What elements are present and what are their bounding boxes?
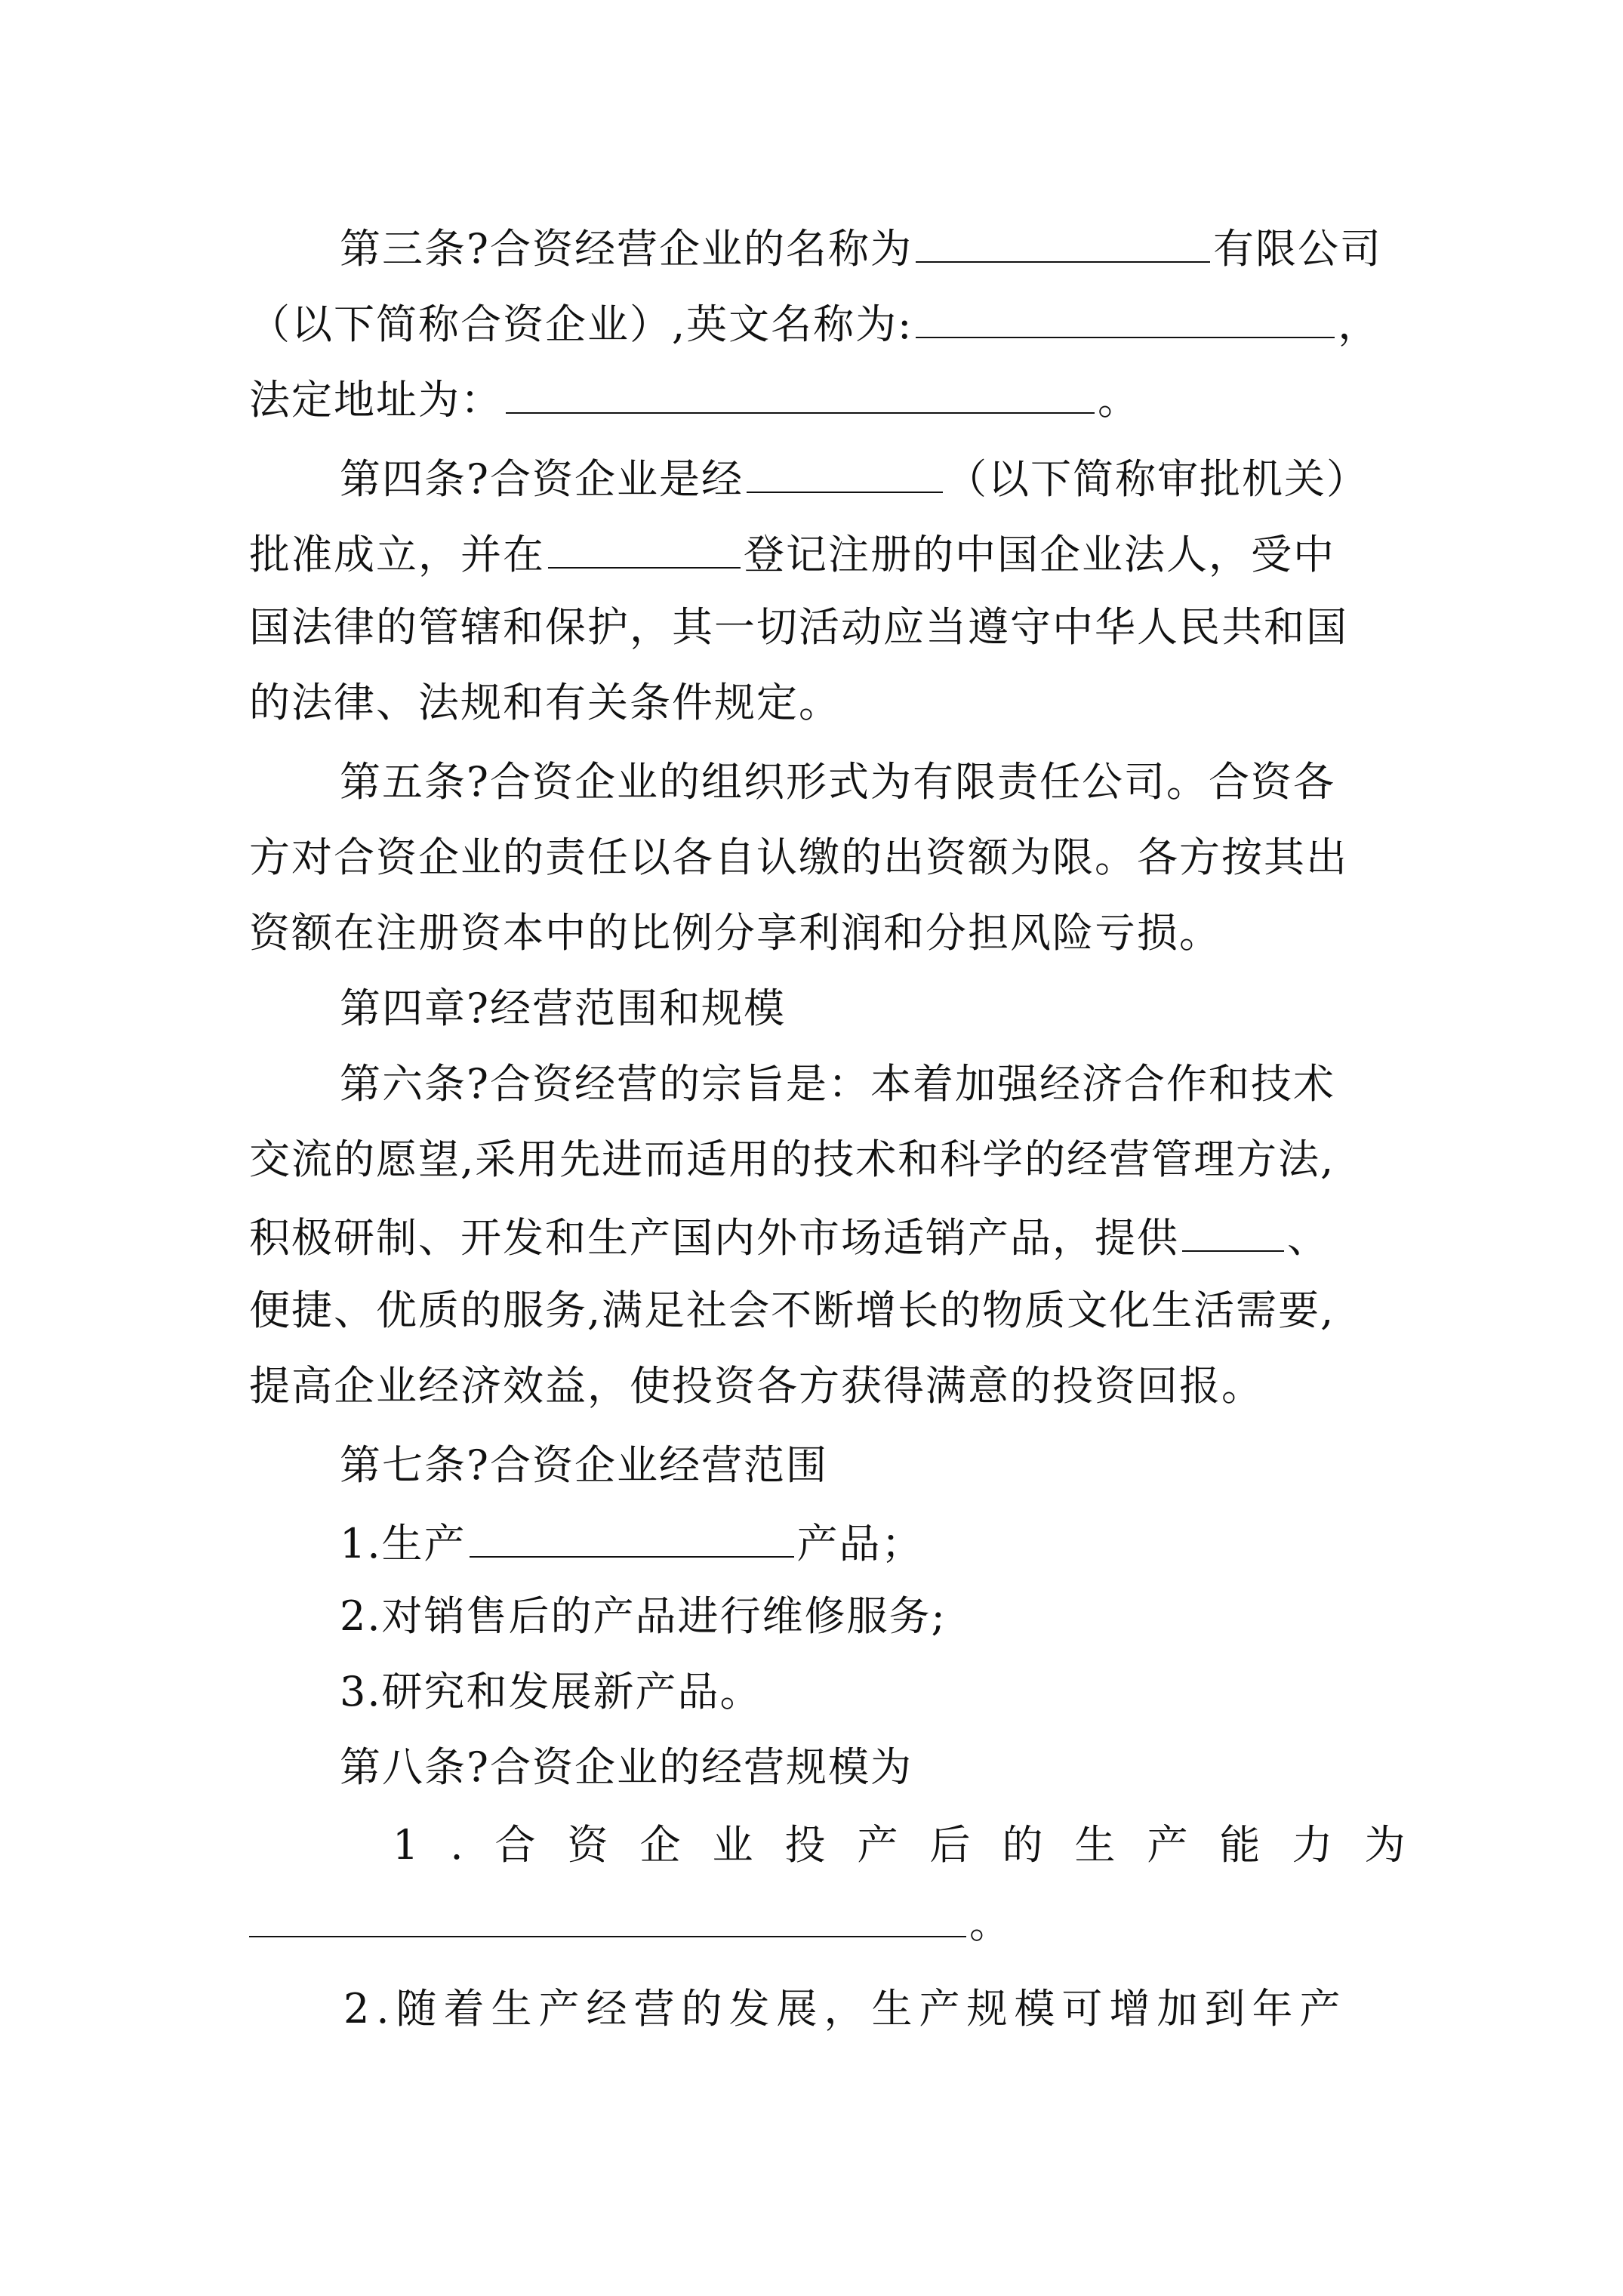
- art7-item3: 3.研究和发展新产品。: [340, 1668, 762, 1715]
- art7-text: 1.生产: [340, 1520, 467, 1567]
- art3-line1: [340, 219, 1472, 273]
- product-blank[interactable]: [470, 1514, 794, 1558]
- art3-text: 第三条?合资经营企业的名称为: [340, 225, 913, 273]
- art4-text: 第四条?合资企业是经: [340, 455, 744, 503]
- art4-line3: 国法律的管辖和保护，其一切活动应当遵守中华人民共和国: [249, 603, 1348, 651]
- art7-item1: [340, 1514, 1472, 1568]
- chapter4-heading: 第四章?经营范围和规模: [340, 985, 786, 1032]
- art6-text: 积极研制、开发和生产国内外市场适销产品，提供: [249, 1214, 1179, 1262]
- art7-title: 第七条?合资企业经营范围: [340, 1441, 828, 1489]
- art6-line5: 提高企业经济效益，使投资各方获得满意的投资回报。: [249, 1362, 1264, 1410]
- art5-line2: 方对合资企业的责任以各自认缴的出资额为限。各方按其出: [249, 834, 1348, 881]
- company-name-blank[interactable]: [916, 219, 1210, 263]
- art6-line4: 便捷、优质的服务,满足社会不断增长的物质文化生活需要,: [249, 1287, 1335, 1334]
- art4-line4: 的法律、法规和有关条件规定。: [249, 679, 841, 726]
- art3-text: （以下简称合资企业）,英文名称为:: [249, 300, 913, 348]
- art3-line3: [249, 370, 1381, 424]
- capacity-blank[interactable]: [249, 1894, 966, 1937]
- art3-text: 法定地址为：: [249, 376, 503, 424]
- registration-place-blank[interactable]: [548, 525, 741, 569]
- art5-line1: 第五条?合资企业的组织形式为有限责任公司。合资各: [340, 758, 1335, 806]
- art8-item2: 2.随着生产经营的发展，生产规模可增加到年产: [343, 1985, 1347, 2032]
- art5-line3: 资额在注册资本中的比例分享利润和分担风险亏损。: [249, 909, 1221, 957]
- art3-text: ，: [1338, 300, 1381, 348]
- art4-text: 登记注册的中国企业法人，受中: [744, 531, 1335, 578]
- art7-item2: 2.对销售后的产品进行维修服务;: [340, 1592, 947, 1640]
- art3-line2: [249, 294, 1381, 349]
- art8-text: 。: [969, 1900, 1012, 1947]
- art7-text: 产品；: [796, 1520, 924, 1567]
- service-blank[interactable]: [1182, 1208, 1284, 1252]
- english-name-blank[interactable]: [916, 294, 1335, 338]
- art6-line3: [249, 1208, 1381, 1262]
- art3-text: 有限公司: [1212, 225, 1382, 273]
- art6-text: 、: [1287, 1214, 1329, 1262]
- art8-item1: 1.合资企业投产后的生产能力为: [393, 1821, 1437, 1869]
- approval-authority-blank[interactable]: [747, 449, 943, 493]
- art6-line2: 交流的愿望,采用先进而适用的技术和科学的经营管理方法,: [249, 1136, 1335, 1183]
- art4-line2: [249, 525, 1381, 579]
- art4-text: 批准成立，并在: [249, 531, 545, 578]
- art8-title: 第八条?合资企业的经营规模为: [340, 1743, 913, 1791]
- art3-text: 。: [1098, 376, 1140, 424]
- legal-address-blank[interactable]: [506, 370, 1095, 414]
- art8-item1-continued: [249, 1894, 1381, 1948]
- art4-text: （以下简称审批机关）: [945, 455, 1369, 503]
- art4-line1: [340, 449, 1472, 504]
- art6-line1: 第六条?合资经营的宗旨是：本着加强经济合作和技术: [340, 1060, 1335, 1108]
